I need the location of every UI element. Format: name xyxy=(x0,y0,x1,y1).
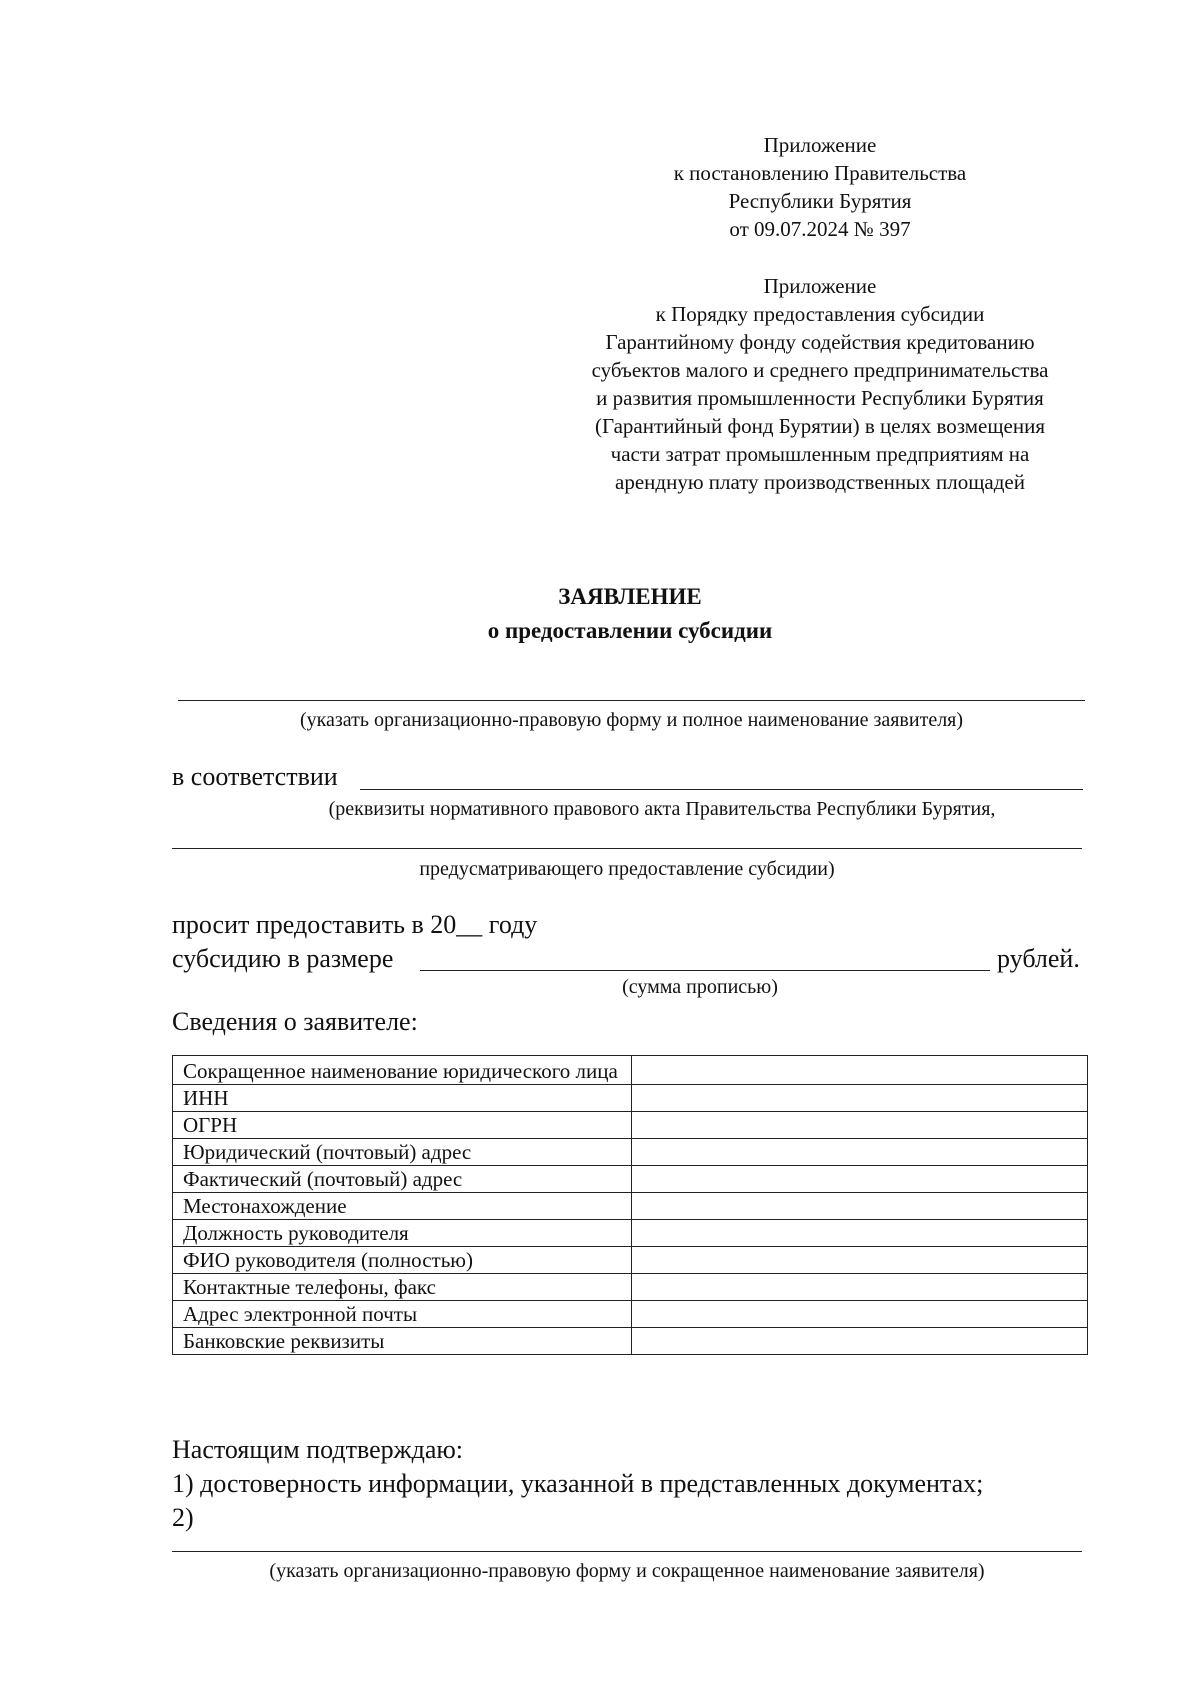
confirm-heading: Настоящим подтверждаю: xyxy=(172,1435,464,1464)
table-cell-value[interactable] xyxy=(632,1274,1088,1301)
applicant-name-hint: (указать организационно-правовую форму и полное наименование заявителя) xyxy=(299,709,964,731)
appendix2-line: и развития промышленности Республики Бурятия xyxy=(596,386,1044,410)
confirm-item-1: 1) достоверность информации, указанной в представленных документах; xyxy=(172,1469,984,1498)
table-row xyxy=(173,1274,1088,1301)
amount-blank-line[interactable] xyxy=(420,970,990,971)
appendix2-line: к Порядку предоставления субсидии xyxy=(655,302,985,326)
appendix2-line: арендную плату производственных площадей xyxy=(615,470,1025,494)
table-cell-value[interactable] xyxy=(632,1301,1088,1328)
amount-hint: (сумма прописью) xyxy=(622,976,778,998)
appendix1-line: Республики Бурятия xyxy=(728,189,912,213)
table-cell-label: Банковские реквизиты xyxy=(173,1328,632,1355)
currency-label: рублей. xyxy=(997,944,1080,973)
table-row xyxy=(173,1193,1088,1220)
table-row xyxy=(173,1220,1088,1247)
table-cell-value[interactable] xyxy=(632,1166,1088,1193)
applicant-name-blank-line[interactable] xyxy=(178,700,1085,701)
applicant-info-table xyxy=(172,1055,1088,1355)
legal-act-hint-1: (реквизиты нормативного правового акта Правительства Республики Бурятия, xyxy=(328,798,996,820)
legal-act-blank-line[interactable] xyxy=(360,789,1083,790)
appendix2-line: субъектов малого и среднего предпринимательства xyxy=(591,358,1049,382)
table-cell-label: ФИО руководителя (полностью) xyxy=(173,1247,632,1274)
table-cell-value[interactable] xyxy=(632,1220,1088,1247)
table-cell-label: Контактные телефоны, факс xyxy=(173,1274,632,1301)
table-row xyxy=(173,1166,1088,1193)
table-cell-value[interactable] xyxy=(632,1085,1088,1112)
request-year-line: просит предоставить в 20__ году xyxy=(172,910,538,939)
table-cell-value[interactable] xyxy=(632,1112,1088,1139)
table-cell-label: Фактический (почтовый) адрес xyxy=(173,1166,632,1193)
table-cell-value[interactable] xyxy=(632,1056,1088,1085)
request-amount-label: субсидию в размере xyxy=(172,944,394,973)
table-row xyxy=(173,1112,1088,1139)
confirm-item-2: 2) xyxy=(172,1503,194,1532)
appendix1-line: Приложение xyxy=(763,133,877,157)
document-title xyxy=(0,580,1200,648)
appendix-government-decree xyxy=(620,131,1020,243)
title-sub: о предоставлении субсидии xyxy=(487,618,773,643)
applicant-info-heading: Сведения о заявителе: xyxy=(172,1007,418,1036)
appendix1-line: к постановлению Правительства xyxy=(673,161,967,185)
table-cell-label: Должность руководителя xyxy=(173,1220,632,1247)
table-cell-label: Адрес электронной почты xyxy=(173,1301,632,1328)
table-cell-label: Местонахождение xyxy=(173,1193,632,1220)
appendix2-line: Гарантийному фонду содействия кредитованию xyxy=(605,330,1035,354)
table-row xyxy=(173,1247,1088,1274)
legal-act-blank-line-2[interactable] xyxy=(172,848,1082,849)
table-cell-value[interactable] xyxy=(632,1139,1088,1166)
table-cell-label: Сокращенное наименование юридического лица xyxy=(173,1056,632,1085)
table-cell-value[interactable] xyxy=(632,1328,1088,1355)
appendix2-line: (Гарантийный фонд Бурятии) в целях возмещения xyxy=(595,414,1045,438)
appendix1-line: от 09.07.2024 № 397 xyxy=(729,217,911,241)
table-row xyxy=(173,1328,1088,1355)
confirm-applicant-hint: (указать организационно-правовую форму и сокращенное наименование заявителя) xyxy=(269,1560,985,1582)
title-main: ЗАЯВЛЕНИЕ xyxy=(558,584,702,609)
table-cell-label: Юридический (почтовый) адрес xyxy=(173,1139,632,1166)
table-cell-label: ОГРН xyxy=(173,1112,632,1139)
table-row xyxy=(173,1085,1088,1112)
accordance-label: в соответствии xyxy=(172,762,338,791)
table-cell-value[interactable] xyxy=(632,1247,1088,1274)
table-row xyxy=(173,1139,1088,1166)
legal-act-hint-2: предусматривающего предоставление субсидии) xyxy=(419,858,835,880)
table-row xyxy=(173,1056,1088,1085)
appendix2-line: части затрат промышленным предприятиям на xyxy=(610,442,1030,466)
table-row xyxy=(173,1301,1088,1328)
appendix-subsidy-procedure xyxy=(540,272,1100,496)
table-cell-label: ИНН xyxy=(173,1085,632,1112)
confirm-applicant-blank-line[interactable] xyxy=(172,1551,1082,1552)
table-cell-value[interactable] xyxy=(632,1193,1088,1220)
appendix2-line: Приложение xyxy=(763,274,877,298)
